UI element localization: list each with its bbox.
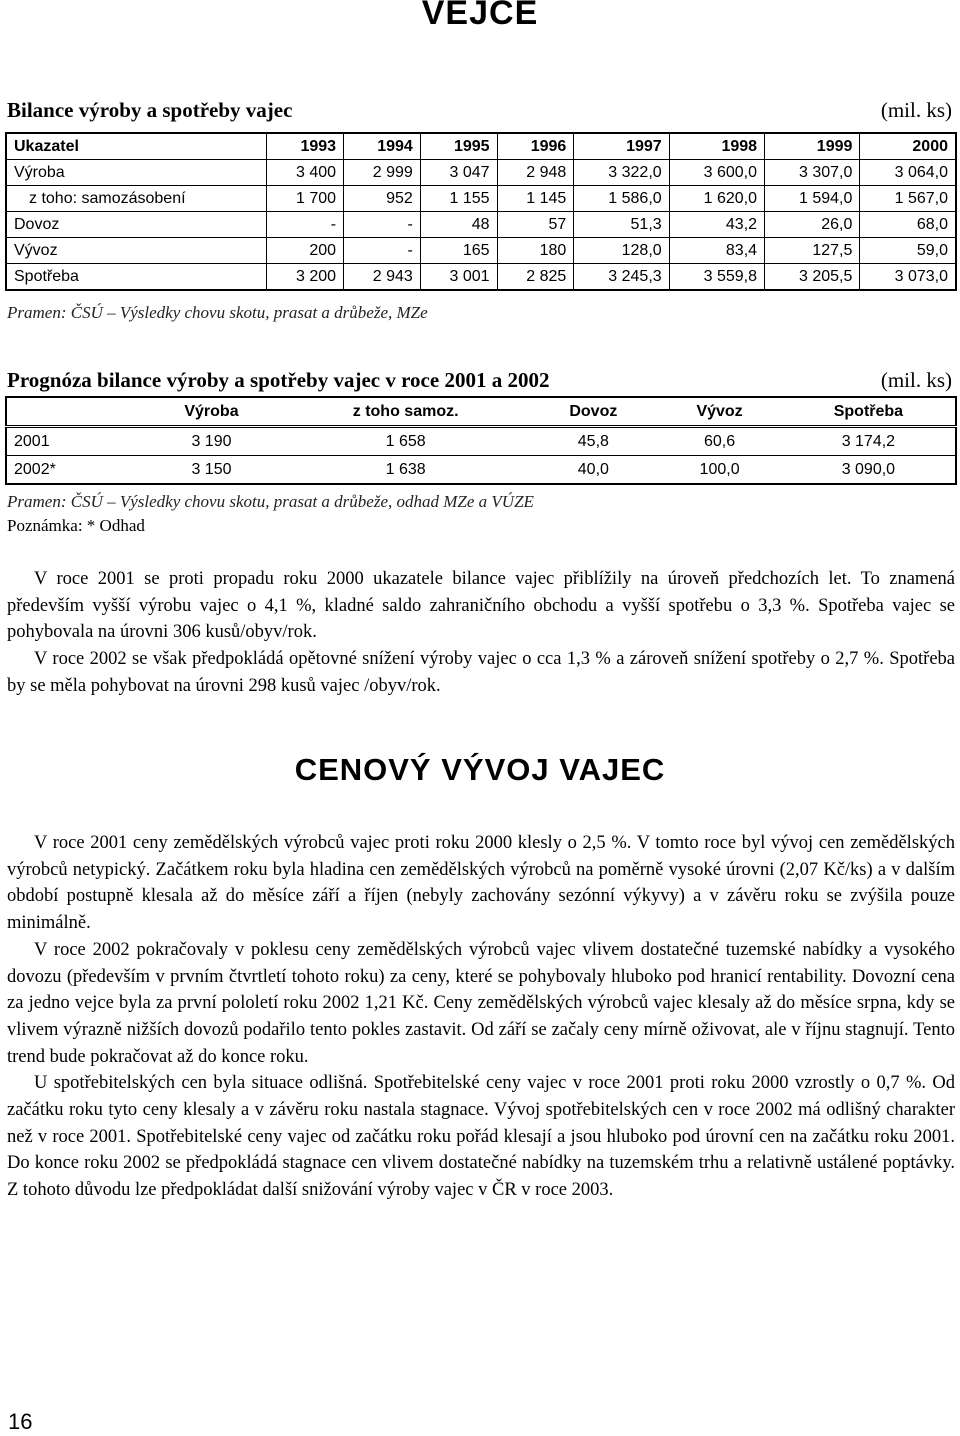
header-cell: Spotřeba <box>782 397 956 427</box>
section-title: CENOVÝ VÝVOJ VAJEC <box>294 752 666 787</box>
table-cell: 68,0 <box>860 212 956 238</box>
table-cell: 3 245,3 <box>574 264 669 291</box>
table-cell: 3 064,0 <box>860 160 956 186</box>
table-cell: - <box>267 212 344 238</box>
table-cell: 165 <box>420 238 497 264</box>
table1-unit: (mil. ks) <box>880 98 952 122</box>
table-cell: 3 174,2 <box>782 427 956 456</box>
paragraph: V roce 2001 ceny zemědělských výrobců vajec proti roku 2000 klesly o 2,5 %. V tomto roce byl vývoj cen zemědělských výrobců netypický. Začátkem roku byla hladina cen zemědělských výrobců na poměrně vysoké úrovni (2,07 Kč/ks) a v dalším období postupně klesala až do měsíce září a říjen (nebyly zachovány sezónní výkyvy) a v závěru roku se zvýšila pouze minimálně. <box>7 833 955 934</box>
header-cell: 1996 <box>497 133 574 160</box>
table-cell: 128,0 <box>574 238 669 264</box>
row-label: 2001 <box>6 427 141 456</box>
table-cell: - <box>344 212 421 238</box>
table-cell: 3 001 <box>420 264 497 291</box>
table-cell: 1 620,0 <box>669 186 764 212</box>
table2-note: Poznámka: * Odhad <box>7 516 145 535</box>
forecast-table <box>5 396 957 485</box>
table-cell: 3 559,8 <box>669 264 764 291</box>
table-cell: 1 145 <box>497 186 574 212</box>
table-cell: 57 <box>497 212 574 238</box>
table-cell: 127,5 <box>765 238 860 264</box>
table2-source: Pramen: ČSÚ – Výsledky chovu skotu, prasat a drůbeže, odhad MZe a VÚZE <box>7 492 534 511</box>
table-cell: - <box>344 238 421 264</box>
table-cell: 26,0 <box>765 212 860 238</box>
table-cell: 180 <box>497 238 574 264</box>
table-cell: 43,2 <box>669 212 764 238</box>
table-cell: 59,0 <box>860 238 956 264</box>
header-cell: 1994 <box>344 133 421 160</box>
table2-title: Prognóza bilance výroby a spotřeby vajec v roce 2001 a 2002 <box>7 368 550 392</box>
table-cell: 3 205,5 <box>765 264 860 291</box>
table1-title: Bilance výroby a spotřeby vajec <box>7 98 293 122</box>
table-cell: 3 190 <box>141 427 282 456</box>
row-label: 2002* <box>6 456 141 485</box>
table-cell: 952 <box>344 186 421 212</box>
header-cell: 1998 <box>669 133 764 160</box>
table-cell: 100,0 <box>657 456 781 485</box>
header-cell: 1993 <box>267 133 344 160</box>
balance-commentary <box>7 566 955 700</box>
table-cell: 2 948 <box>497 160 574 186</box>
header-cell: z toho samoz. <box>282 397 529 427</box>
table-row <box>6 186 956 212</box>
table-cell: 60,6 <box>657 427 781 456</box>
table-row <box>6 427 956 456</box>
table-cell: 45,8 <box>529 427 657 456</box>
table-cell: 51,3 <box>574 212 669 238</box>
price-commentary <box>7 830 955 1204</box>
table-cell: 3 073,0 <box>860 264 956 291</box>
paragraph: V roce 2002 pokračovaly v poklesu ceny zemědělských výrobců vajec vlivem dostatečné tuzemské nabídky a vysokého dovozu (především v prvním čtvrtletí tohoto roku) za ceny, které se pohybovaly hluboko pod hranicí rentability. Dovozní cena za jedno vejce byla za první pololetí roku 2002 1,21 Kč. Ceny zemědělských výrobců vajec klesaly až do měsíce srpna, kdy se vlivem výrazně nižších dovozů podařilo tento pokles zastavit. Od září se začaly ceny mírně oživovat, ale v říjnu stagnují. Tento trend bude pokračovat až do konce roku. <box>7 939 955 1067</box>
table-cell: 3 307,0 <box>765 160 860 186</box>
table1-source: Pramen: ČSÚ – Výsledky chovu skotu, prasat a drůbeže, MZe <box>7 303 428 322</box>
table-cell: 3 150 <box>141 456 282 485</box>
table-header-row <box>6 397 956 427</box>
row-label: Dovoz <box>6 212 267 238</box>
row-label: Výroba <box>6 160 267 186</box>
page-title: VEJCE <box>421 0 539 32</box>
table-cell: 3 047 <box>420 160 497 186</box>
table-cell: 1 700 <box>267 186 344 212</box>
row-label: Spotřeba <box>6 264 267 291</box>
balance-table <box>5 132 957 291</box>
table2-unit: (mil. ks) <box>880 368 952 392</box>
header-cell <box>6 397 141 427</box>
header-cell: 2000 <box>860 133 956 160</box>
table-cell: 3 400 <box>267 160 344 186</box>
table-header-row <box>6 133 956 160</box>
table-cell: 1 586,0 <box>574 186 669 212</box>
page-number: 16 <box>8 1409 33 1434</box>
table-row <box>6 212 956 238</box>
table-cell: 1 567,0 <box>860 186 956 212</box>
row-label: z toho: samozásobení <box>6 186 267 212</box>
table-cell: 83,4 <box>669 238 764 264</box>
paragraph: U spotřebitelských cen byla situace odlišná. Spotřebitelské ceny vajec v roce 2001 proti roku 2000 vzrostly o 0,7 %. Od začátku roku tyto ceny klesaly a v závěru roku nastala stagnace. Vývoj spotřebitelských cen v roce 2002 má odlišný charakter než v roce 2001. Spotřebitelské ceny vajec od začátku roku pořád klesají a jsou hluboko pod úrovní cen na začátku roku 2001. Do konce roku 2002 se předpokládá stagnace cen vlivem dostatečné nabídky na tuzemském trhu a relativně ustálené poptávky. Z tohoto důvodu lze předpokládat další snižování výroby vajec v ČR v roce 2003. <box>7 1073 955 1201</box>
header-cell: 1997 <box>574 133 669 160</box>
header-cell: Výroba <box>141 397 282 427</box>
header-cell: Dovoz <box>529 397 657 427</box>
table-cell: 3 600,0 <box>669 160 764 186</box>
table-row <box>6 456 956 485</box>
table-cell: 1 658 <box>282 427 529 456</box>
header-cell: Vývoz <box>657 397 781 427</box>
table-cell: 3 090,0 <box>782 456 956 485</box>
table-cell: 3 322,0 <box>574 160 669 186</box>
table-cell: 3 200 <box>267 264 344 291</box>
table-cell: 2 943 <box>344 264 421 291</box>
table-cell: 1 638 <box>282 456 529 485</box>
header-cell: 1999 <box>765 133 860 160</box>
table-cell: 48 <box>420 212 497 238</box>
row-label: Vývoz <box>6 238 267 264</box>
table-row <box>6 238 956 264</box>
table-cell: 2 999 <box>344 160 421 186</box>
table-row <box>6 160 956 186</box>
paragraph: V roce 2001 se proti propadu roku 2000 ukazatele bilance vajec přiblížily na úroveň předchozích let. To znamená především vyšší výrobu vajec o 4,1 %, kladné saldo zahraničního obchodu a vyšší spotřebu o 3,3 %. Spotřeba vajec se pohybovala na úrovni 306 kusů/obyv/rok. <box>7 569 955 643</box>
table-cell: 2 825 <box>497 264 574 291</box>
header-cell: 1995 <box>420 133 497 160</box>
paragraph: V roce 2002 se však předpokládá opětovné snížení výroby vajec o cca 1,3 % a zároveň snížení spotřeby o 2,7 %. Spotřeba by se měla pohybovat na úrovni 298 kusů vajec /obyv/rok. <box>7 649 955 696</box>
table-cell: 40,0 <box>529 456 657 485</box>
table-cell: 200 <box>267 238 344 264</box>
table-row <box>6 264 956 291</box>
table-cell: 1 155 <box>420 186 497 212</box>
table-cell: 1 594,0 <box>765 186 860 212</box>
header-cell: Ukazatel <box>6 133 267 160</box>
